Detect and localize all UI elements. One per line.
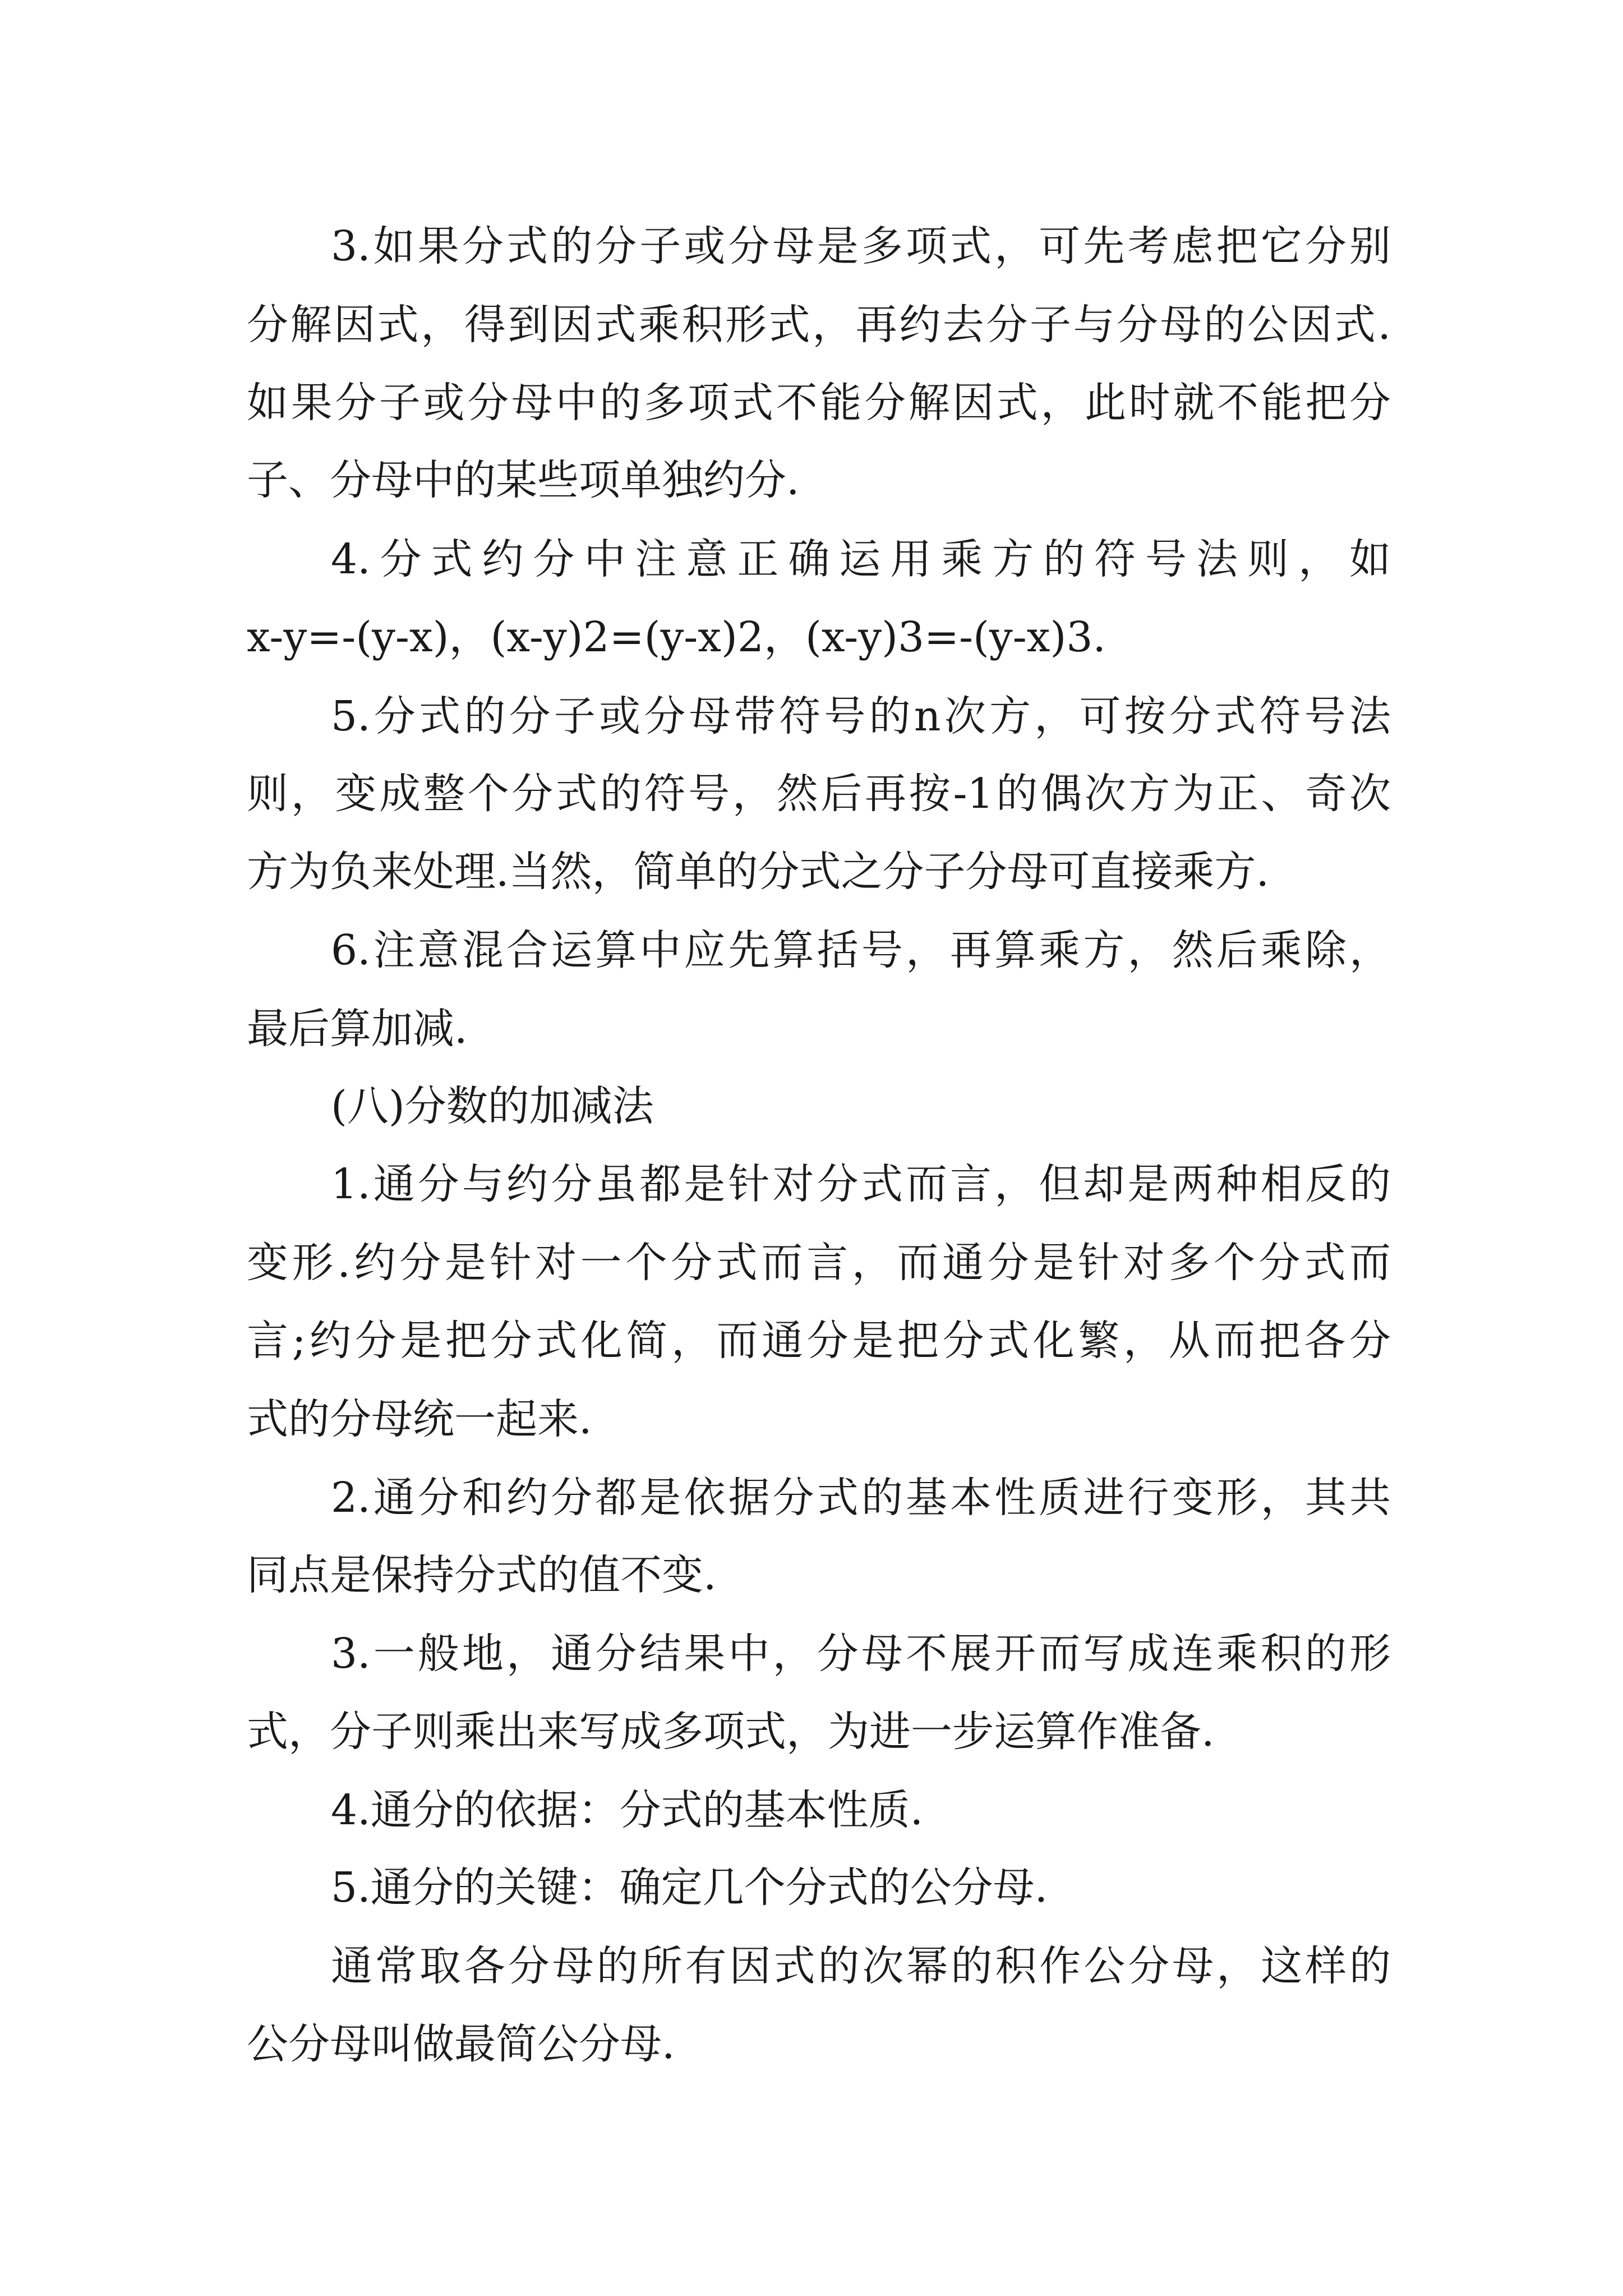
paragraph-line: 分解因式，得到因式乘积形式，再约去分子与分母的公因式. (247, 301, 1391, 349)
paragraph-line: 5.通分的关键：确定几个分式的公分母. (331, 1864, 1048, 1912)
paragraph-line: 4.通分的依据：分式的基本性质. (331, 1786, 924, 1834)
paragraph-line: 通常取各分母的所有因式的次幂的积作公分母，这样的 (331, 1942, 1391, 1990)
paragraph-line: 5.分式的分子或分母带符号的n次方，可按分式符号法 (331, 692, 1391, 740)
paragraph-line: 变形.约分是针对一个分式而言，而通分是针对多个分式而 (247, 1239, 1391, 1287)
paragraph-line: 同点是保持分式的值不变. (247, 1551, 717, 1599)
paragraph-line: 公分母叫做最简公分母. (247, 2020, 675, 2068)
paragraph-line: 言;约分是把分式化简，而通分是把分式化繁，从而把各分 (247, 1317, 1391, 1365)
paragraph-line: 方为负来处理.当然，简单的分式之分子分母可直接乘方. (247, 848, 1270, 896)
paragraph-line: x-y=-(y-x)，(x-y)2=(y-x)2，(x-y)3=-(y-x)3. (247, 613, 1106, 661)
paragraph-line: 3.一般地，通分结果中，分母不展开而写成连乘积的形 (331, 1630, 1391, 1678)
paragraph-line: 子、分母中的某些项单独约分. (247, 456, 800, 504)
paragraph-line: 3.如果分式的分子或分母是多项式，可先考虑把它分别 (331, 222, 1391, 270)
paragraph-line: 6.注意混合运算中应先算括号，再算乘方，然后乘除， (331, 926, 1391, 974)
paragraph-line: 式的分母统一起来. (247, 1395, 592, 1443)
paragraph-line: 则，变成整个分式的符号，然后再按-1的偶次方为正、奇次 (247, 770, 1391, 818)
paragraph-line: 2.通分和约分都是依据分式的基本性质进行变形，其共 (331, 1474, 1391, 1522)
paragraph-line: 式，分子则乘出来写成多项式，为进一步运算作准备. (247, 1708, 1215, 1756)
section-heading: (八)分数的加减法 (331, 1082, 654, 1130)
paragraph-line: 如果分子或分母中的多项式不能分解因式，此时就不能把分 (247, 379, 1391, 427)
paragraph-line: 1.通分与约分虽都是针对分式而言，但却是两种相反的 (331, 1160, 1391, 1208)
paragraph-line: 4.分式约分中注意正确运用乘方的符号法则，如 (331, 535, 1391, 583)
paragraph-line: 最后算加减. (247, 1005, 468, 1053)
